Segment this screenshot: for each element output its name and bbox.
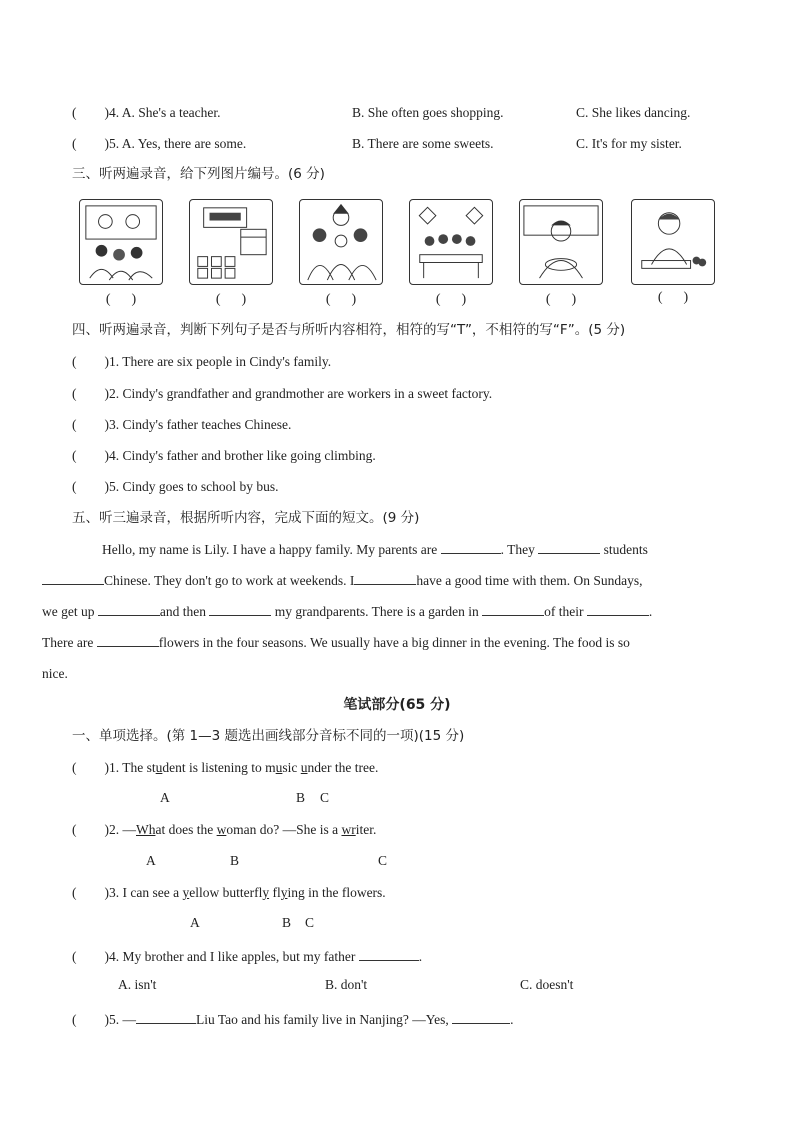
listening-q4-b: B. She often goes shopping. xyxy=(352,105,504,120)
option-a: A. She's a teacher. xyxy=(121,105,221,120)
written-part-title: 笔试部分(65 分) xyxy=(343,697,451,713)
q-num: )4. xyxy=(104,448,120,463)
answer-paren: ( xyxy=(72,448,77,463)
passage-text: flowers in the four seasons. We usually have a big dinner in the evening. The food is so xyxy=(158,635,630,650)
section3-title: 三、听两遍录音，给下列图片编号。(6 分) xyxy=(72,166,325,182)
q-text: nder the tree. xyxy=(307,760,379,775)
q-text: Cindy's father and brother like going climbing. xyxy=(122,448,376,463)
picture-answer-3[interactable]: ( ) xyxy=(325,292,357,307)
q-text: ellow butterfl xyxy=(189,885,263,900)
q-text: dent is listening to m xyxy=(162,760,276,775)
q-text: iter. xyxy=(355,822,377,837)
tf-item-4 xyxy=(72,447,376,465)
q-num: )3. xyxy=(104,885,120,900)
listening-q4-c: C. She likes dancing. xyxy=(576,105,691,120)
blank-4[interactable] xyxy=(354,570,416,585)
q-text: . xyxy=(510,1012,514,1027)
listening-q5 xyxy=(72,135,246,153)
q-num: )1. xyxy=(104,354,120,369)
q-text: . xyxy=(418,949,423,964)
q-text: The st xyxy=(122,760,156,775)
passage-text: have a good time with them. On Sundays, xyxy=(416,573,643,588)
tf-item-5 xyxy=(72,478,279,496)
passage-text: my grandparents. There is a garden in xyxy=(274,604,479,619)
q1-label-b: B xyxy=(296,790,306,805)
q-text: Cindy's father teaches Chinese. xyxy=(122,417,292,432)
q-num: )3. xyxy=(104,417,120,432)
underlined-a: Wh xyxy=(136,822,156,837)
q3-label-c: C xyxy=(305,915,315,930)
blank-7[interactable] xyxy=(482,601,544,616)
picture-answer-1[interactable]: ( ) xyxy=(105,292,137,307)
answer-paren: ( xyxy=(72,354,77,369)
family-dinner-picture xyxy=(410,200,492,284)
tf-item-2 xyxy=(72,385,492,403)
underlined-a: u xyxy=(155,760,163,775)
blank-9[interactable] xyxy=(97,632,159,647)
picture-3 xyxy=(299,199,383,285)
answer-paren: ( xyxy=(72,479,77,494)
q-text: I can see a xyxy=(122,885,183,900)
q3-label-b: B xyxy=(282,915,292,930)
q4-option-b: B. don't xyxy=(325,977,368,992)
picture-answer-2[interactable]: ( ) xyxy=(215,292,247,307)
written-q1 xyxy=(72,759,378,777)
picture-1 xyxy=(79,199,163,285)
option-a: A. Yes, there are some. xyxy=(121,136,247,151)
passage-text: Chinese. They don't go to work at weekends. I xyxy=(104,573,355,588)
blank-1[interactable] xyxy=(441,539,501,554)
piano-room-picture xyxy=(190,200,272,284)
classroom-picture xyxy=(80,200,162,284)
underlined-a: y xyxy=(182,885,190,900)
written-section1-title: 一、单项选择。(第 1—3 题选出画线部分音标不同的一项)(15 分) xyxy=(72,728,465,744)
answer-paren: ( xyxy=(72,949,77,964)
q-num: )5. xyxy=(104,479,120,494)
answer-paren: ( xyxy=(72,417,77,432)
blank-q5a[interactable] xyxy=(136,1009,196,1024)
q-text: Liu Tao and his family live in Nanjing? —Yes, xyxy=(196,1012,449,1027)
answer-paren: ( xyxy=(72,1012,77,1027)
q2-label-b: B xyxy=(230,853,240,868)
q-num: )2. xyxy=(104,822,120,837)
q-text: sic xyxy=(282,760,301,775)
q-text: — xyxy=(122,1012,136,1027)
q-text: — xyxy=(122,822,136,837)
q-text: oman do? —She is a xyxy=(226,822,342,837)
blank-q4[interactable] xyxy=(359,946,419,961)
q-num: )5. xyxy=(104,1012,120,1027)
passage-text: students xyxy=(603,542,648,557)
christmas-party-picture xyxy=(300,200,382,284)
blank-8[interactable] xyxy=(587,601,649,616)
q-text: Cindy goes to school by bus. xyxy=(122,479,279,494)
passage-text: . xyxy=(648,604,653,619)
picture-4 xyxy=(409,199,493,285)
boy-reading-picture xyxy=(632,200,714,284)
section4-title: 四、听两遍录音，判断下列句子是否与所听内容相符，相符的写“T”，不相符的写“F”。(5 分) xyxy=(72,322,626,338)
picture-2 xyxy=(189,199,273,285)
picture-6 xyxy=(631,199,715,285)
answer-paren: ( xyxy=(72,136,77,151)
passage-text: There are xyxy=(42,635,94,650)
q-text: fl xyxy=(269,885,281,900)
tf-item-1 xyxy=(72,353,331,371)
passage-text: and then xyxy=(159,604,206,619)
q-num: )2. xyxy=(104,386,120,401)
picture-answer-5[interactable]: ( ) xyxy=(545,292,577,307)
q2-label-a: A xyxy=(146,853,156,868)
picture-answer-6[interactable]: ( ) xyxy=(657,290,689,305)
tf-item-3 xyxy=(72,416,291,434)
q-text: My brother and I like apples, but my father xyxy=(122,949,356,964)
q-text: Cindy's grandfather and grandmother are workers in a sweet factory. xyxy=(122,386,493,401)
answer-paren: ( xyxy=(72,105,77,120)
q2-label-c: C xyxy=(378,853,388,868)
blank-2[interactable] xyxy=(538,539,600,554)
blank-5[interactable] xyxy=(98,601,160,616)
answer-paren: ( xyxy=(72,885,77,900)
q1-label-c: C xyxy=(320,790,330,805)
answer-paren: ( xyxy=(72,760,77,775)
q-num: )4. xyxy=(104,949,120,964)
q4-option-a: A. isn't xyxy=(118,977,157,992)
q-num: )5. xyxy=(104,136,120,151)
passage-text: . They xyxy=(500,542,535,557)
underlined-b: w xyxy=(216,822,227,837)
q-text: There are six people in Cindy's family. xyxy=(122,354,332,369)
blank-q5b[interactable] xyxy=(452,1009,510,1024)
written-q2 xyxy=(72,821,376,839)
written-q5 xyxy=(72,1009,514,1029)
underlined-b: y xyxy=(262,885,270,900)
listening-q5-c: C. It's for my sister. xyxy=(576,136,682,151)
q-text: ing in the flowers. xyxy=(287,885,386,900)
passage-text: Hello, my name is Lily. I have a happy family. My parents are xyxy=(102,542,438,557)
picture-answer-4[interactable]: ( ) xyxy=(435,292,467,307)
underlined-c: u xyxy=(300,760,308,775)
listening-q5-b: B. There are some sweets. xyxy=(352,136,494,151)
listening-q4 xyxy=(72,104,221,122)
q-text: at does the xyxy=(155,822,217,837)
blank-3[interactable] xyxy=(42,570,104,585)
picture-5 xyxy=(519,199,603,285)
underlined-b: u xyxy=(275,760,283,775)
cloze-passage xyxy=(42,534,722,689)
passage-text: of their xyxy=(544,604,584,619)
blank-6[interactable] xyxy=(209,601,271,616)
answer-paren: ( xyxy=(72,386,77,401)
q-num: )1. xyxy=(104,760,120,775)
q4-option-c: C. doesn't xyxy=(520,977,574,992)
underlined-c: wr xyxy=(341,822,356,837)
q1-label-a: A xyxy=(160,790,170,805)
q-num: )4. xyxy=(104,105,120,120)
driver-picture xyxy=(520,200,602,284)
passage-text: nice. xyxy=(42,666,68,681)
written-q4 xyxy=(72,946,422,966)
q3-label-a: A xyxy=(190,915,200,930)
written-q3 xyxy=(72,884,386,902)
passage-text: we get up xyxy=(42,604,95,619)
underlined-c: y xyxy=(280,885,288,900)
section5-title: 五、听三遍录音，根据所听内容，完成下面的短文。(9 分) xyxy=(72,510,420,526)
answer-paren: ( xyxy=(72,822,77,837)
